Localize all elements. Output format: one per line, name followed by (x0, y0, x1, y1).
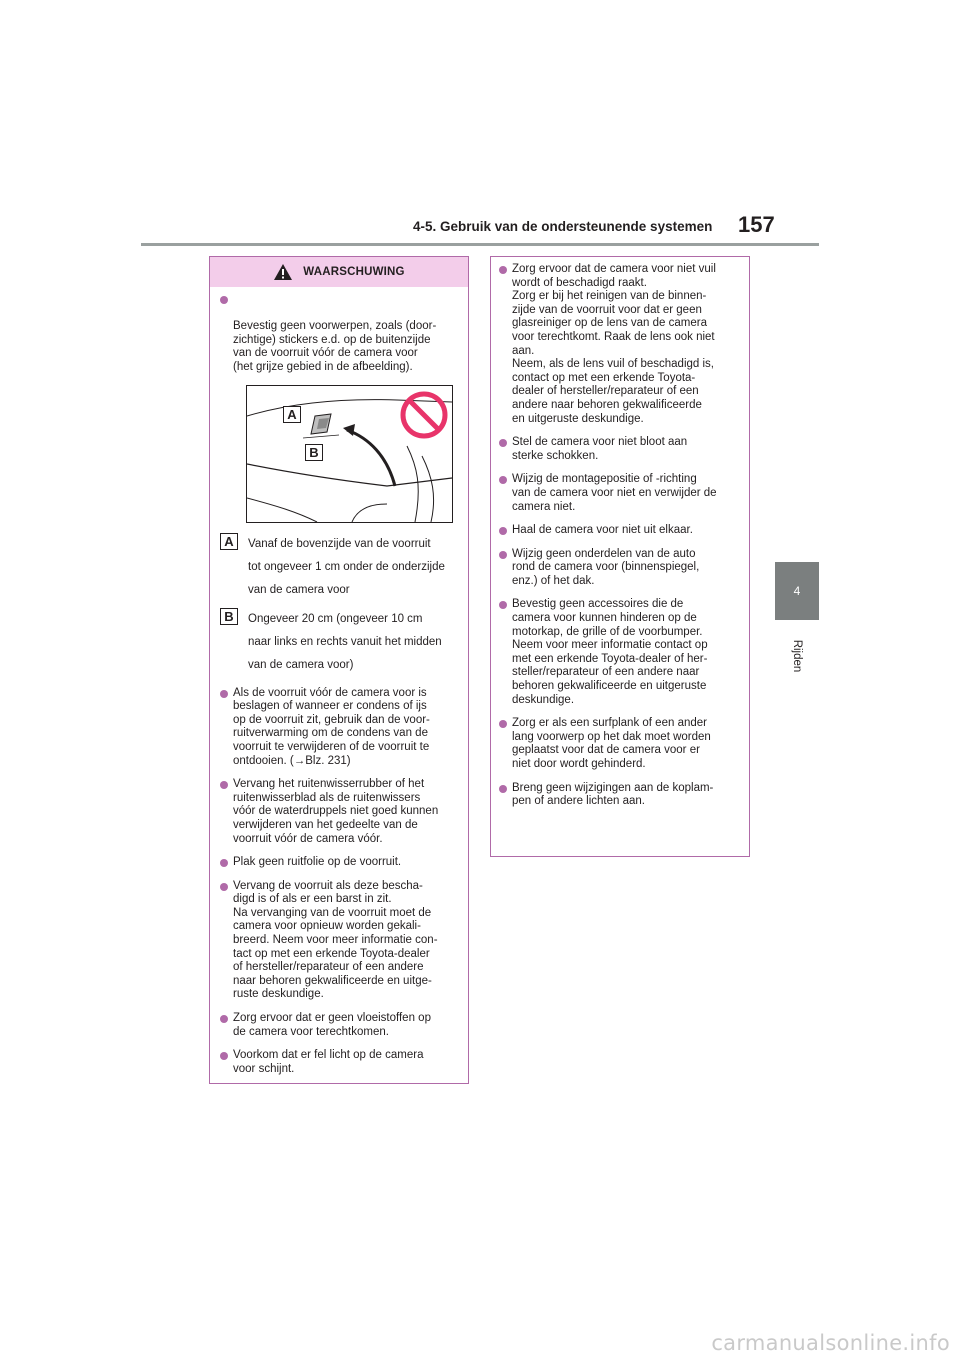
bullet-icon (499, 720, 507, 728)
legend-a-line: tot ongeveer 1 cm onder de onderzijde (248, 560, 445, 573)
list-item: Bevestig geen accessoires die de camera voor kunnen hinderen op de motorkap, de grille of de voorbumper. Neem voor meer informatie contact op met een erkende Toyota-dealer of her- steller/reparateur of een andere naar behoren gekwalificeerde en uitgeruste deskundige. (499, 598, 735, 707)
legend-b (220, 608, 454, 677)
figure-label-a: A (283, 406, 301, 423)
list-item: Haal de camera voor niet uit elkaar. (499, 524, 735, 538)
legend-a-letter: A (220, 533, 238, 550)
warning-box-right (490, 256, 750, 857)
bullet-icon (220, 883, 228, 891)
legend-b-line: van de camera voor) (248, 658, 354, 671)
bullet-icon (220, 690, 228, 698)
watermark: carmanualsonline.info (711, 1331, 950, 1355)
list-item: Voorkom dat er fel licht op de camera voor schijnt. (220, 1049, 454, 1076)
legend-a-line: van de camera voor (248, 583, 350, 596)
legend-b-letter: B (220, 608, 238, 625)
list-item: Stel de camera voor niet bloot aan sterke schokken. (499, 436, 735, 463)
figure-label-b: B (305, 444, 323, 461)
bullet-icon (220, 859, 228, 867)
bullet-icon (220, 1015, 228, 1023)
list-item: Vervang het ruitenwisserrubber of het ruitenwisserblad als de ruitenwissers vóór de waterdruppels niet goed kunnen verwijderen van het gedeelte van de voorruit vóór de camera vóór. (220, 778, 454, 846)
header-divider (141, 243, 819, 246)
windshield-camera-illustration (246, 385, 453, 523)
bullet-icon (499, 439, 507, 447)
bullet-icon (499, 601, 507, 609)
list-item: Vervang de voorruit als deze bescha- digd is of als er een barst in zit. Na vervanging van de voorruit moet de camera voor opnieuw worden gekali- breerd. Neem voor meer informatie con- tact op met een erkende Toyota-dealer of hersteller/reparateur of een andere naar behoren gekwalificeerde en uitge- ruste deskundige. (220, 880, 454, 1002)
list-item: Plak geen ruitfolie op de voorruit. (220, 856, 454, 870)
chapter-tab: 4 (775, 562, 819, 620)
bullet-icon (499, 785, 507, 793)
bullet-icon (220, 781, 228, 789)
warning-box-left (209, 256, 469, 1084)
warning-triangle-icon (273, 263, 293, 281)
bullet-icon (499, 266, 507, 274)
warning-header (210, 257, 468, 287)
warning-heading: WAARSCHUWING (303, 266, 405, 278)
bullet-icon (220, 1052, 228, 1060)
section-title: 4-5. Gebruik van de ondersteunende systemen (413, 219, 713, 234)
list-item: Als de voorruit vóór de camera voor is beslagen of wanneer er condens of ijs op de voorruit zit, gebruik dan de voor- ruitverwarming om de condens van de voorruit te verwijderen of de voorruit te ontdooien. (→Blz. 231) (220, 687, 454, 769)
bullet-icon (499, 551, 507, 559)
list-item: Zorg ervoor dat de camera voor niet vuil wordt of beschadigd raakt. Zorg er bij het reinigen van de binnen- zijde van de voorruit voor dat er geen glasreiniger op de lens van de camera voor terechtkomt. Raak de lens ook niet aan. Neem, als de lens vuil of beschadigd is, contact op met een erkende Toyota- dealer of hersteller/reparateur of een andere naar behoren gekwalificeerde en uitgeruste deskundige. (499, 263, 735, 426)
list-item: Zorg ervoor dat er geen vloeistoffen op de camera voor terechtkomen. (220, 1012, 454, 1039)
prohibition-icon (399, 390, 449, 440)
list-item: Bevestig geen voorwerpen, zoals (door- zichtige) stickers e.d. op de buitenzijde van de voorruit vóór de camera voor (het grijze gebied in de afbeelding). (220, 293, 454, 375)
page-number: 157 (738, 212, 775, 237)
bullet-icon (499, 527, 507, 535)
bullet-icon (220, 296, 228, 304)
legend-b-line: naar links en rechts vanuit het midden (248, 635, 442, 648)
bullet-icon (499, 476, 507, 484)
chapter-label: Rijden (791, 639, 803, 673)
list-item: Breng geen wijzigingen aan de koplam- pen of andere lichten aan. (499, 782, 735, 809)
legend-b-line: Ongeveer 20 cm (ongeveer 10 cm (248, 612, 423, 625)
list-item: Wijzig de montagepositie of -richting van de camera voor niet en verwijder de camera niet. (499, 473, 735, 514)
legend-a (220, 533, 454, 602)
legend-a-line: Vanaf de bovenzijde van de voorruit (248, 537, 431, 550)
list-item: Wijzig geen onderdelen van de auto rond de camera voor (binnenspiegel, enz.) of het dak. (499, 548, 735, 589)
list-item: Zorg er als een surfplank of een ander lang voorwerp op het dak moet worden geplaatst voor dat de camera voor er niet door wordt gehinderd. (499, 717, 735, 771)
